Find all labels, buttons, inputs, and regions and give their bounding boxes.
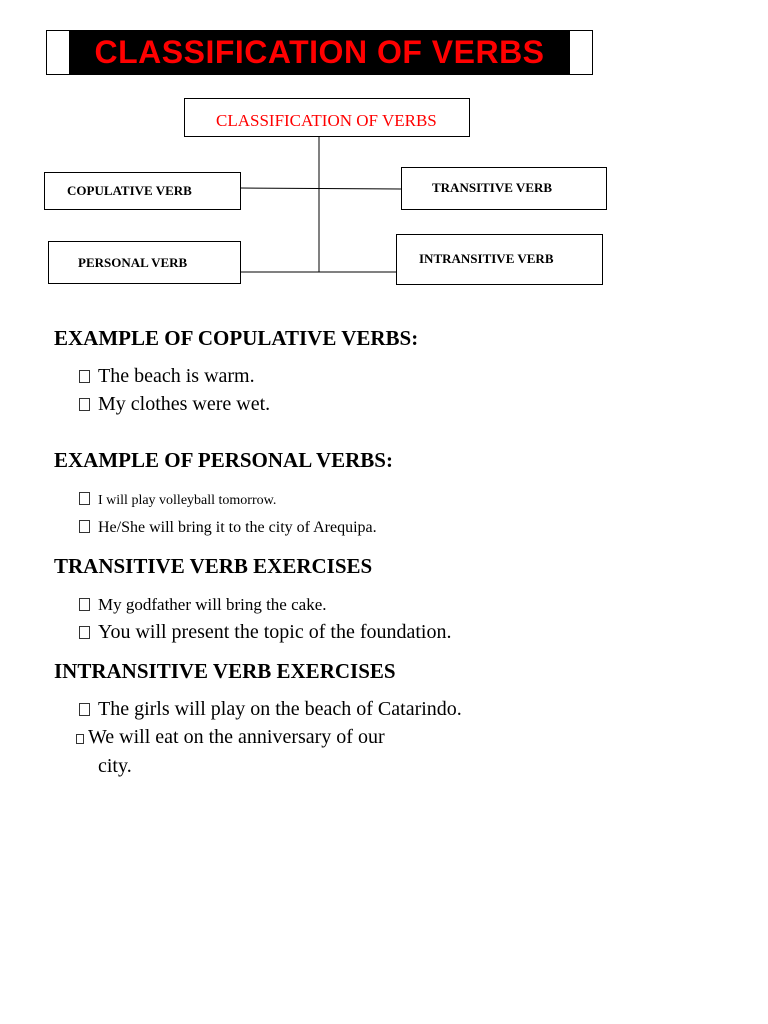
bullet-icon [76, 734, 84, 744]
personal-heading: EXAMPLE OF PERSONAL VERBS: [54, 448, 393, 472]
bullet-icon [79, 703, 90, 716]
diagram-personal-box [48, 241, 241, 284]
transitive-heading: TRANSITIVE VERB EXERCISES [54, 554, 373, 578]
diagram-copulative-box [44, 172, 241, 210]
list-item: You will present the topic of the foundation. [79, 621, 451, 644]
bullet-icon [79, 598, 90, 611]
diagram-copulative-label: COPULATIVE VERB [67, 183, 192, 198]
list-item: The beach is warm. [79, 365, 255, 388]
list-item: The girls will play on the beach of Catarindo. [79, 698, 462, 721]
copulative-heading: EXAMPLE OF COPULATIVE VERBS: [54, 326, 419, 350]
bullet-icon [79, 370, 90, 383]
bullet-icon [79, 626, 90, 639]
diagram-root-label: CLASSIFICATION OF VERBS [216, 111, 437, 130]
diagram-transitive-box [401, 167, 607, 210]
list-item-continuation: city. [98, 755, 132, 777]
diagram-transitive-label: TRANSITIVE VERB [432, 180, 553, 195]
bullet-icon [79, 520, 90, 533]
list-item: He/She will bring it to the city of Arequipa. [79, 519, 377, 537]
list-item: My clothes were wet. [79, 393, 270, 416]
intransitive-heading: INTRANSITIVE VERB EXERCISES [54, 659, 396, 683]
bullet-icon [79, 398, 90, 411]
diagram-personal-label: PERSONAL VERB [78, 255, 188, 270]
diagram-root-box [184, 98, 470, 137]
diagram-intransitive-label: INTRANSITIVE VERB [419, 251, 554, 266]
list-item: We will eat on the anniversary of our [76, 726, 385, 749]
diagram-intransitive-box [396, 234, 603, 285]
page-title: CLASSIFICATION OF VERBS [69, 31, 570, 74]
list-item: I will play volleyball tomorrow. [79, 491, 276, 509]
list-item: My godfather will bring the cake. [79, 595, 327, 615]
bullet-icon [79, 492, 90, 505]
